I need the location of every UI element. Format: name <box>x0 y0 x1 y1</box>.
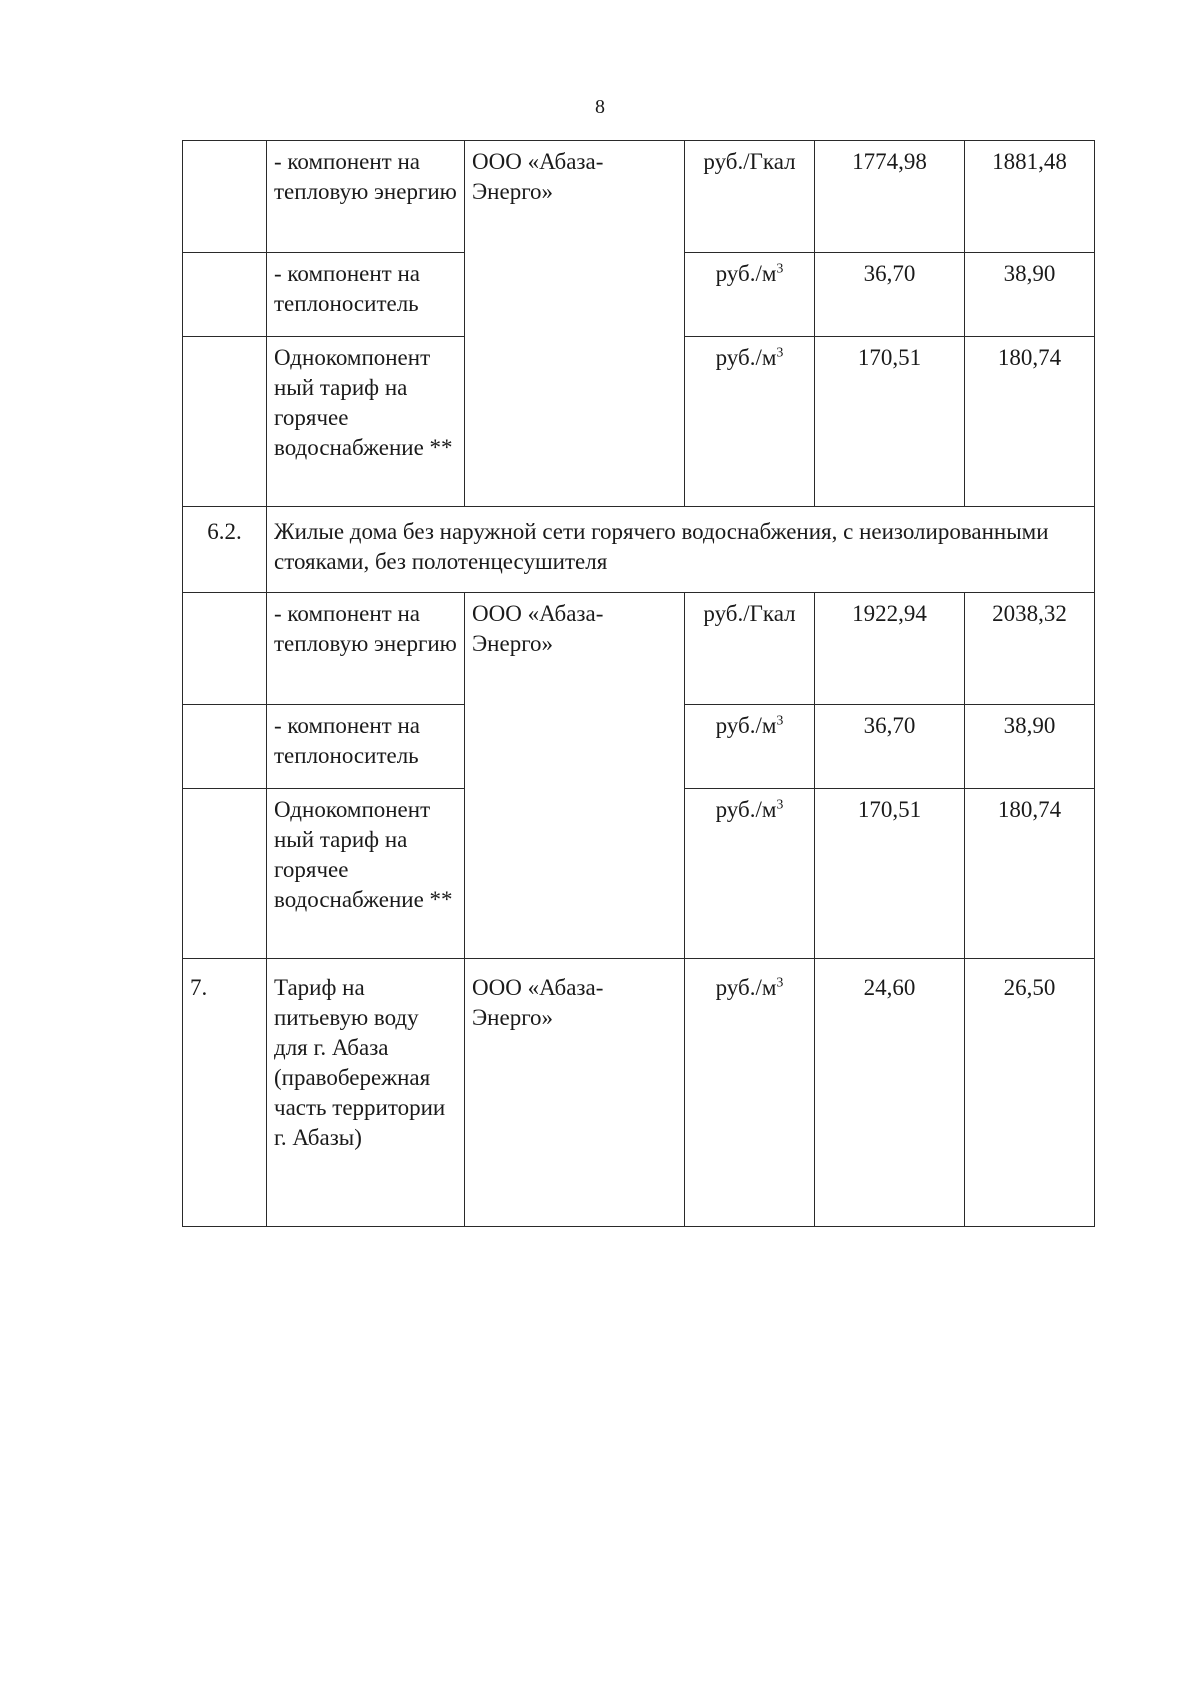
value-year-1-cell: 170,51 <box>815 337 965 507</box>
tariff-name-cell: - компонент на теплоноситель <box>267 253 465 337</box>
unit-cell: $руб./м^3$ <box>685 253 815 337</box>
row-number-cell <box>183 253 267 337</box>
row-number-cell <box>183 337 267 507</box>
unit-cell: руб./Гкал <box>685 593 815 705</box>
value-year-2-cell: 1881,48 <box>965 141 1095 253</box>
row-number-cell <box>183 141 267 253</box>
value-year-1-cell: 36,70 <box>815 705 965 789</box>
value-year-1-cell: 1774,98 <box>815 141 965 253</box>
unit-cell: $руб./м^3$ <box>685 789 815 959</box>
tariff-name-cell: Однокомпонент ный тариф на горячее водоснабжение ** <box>267 789 465 959</box>
value-year-2-cell: 38,90 <box>965 705 1095 789</box>
unit-cell: руб./Гкал <box>685 141 815 253</box>
table-row <box>183 141 1095 253</box>
value-year-2-cell: 26,50 <box>965 959 1095 1227</box>
row-number-cell <box>183 593 267 705</box>
tariff-table <box>182 140 1095 1227</box>
tariff-name-cell: - компонент на тепловую энергию <box>267 141 465 253</box>
tariff-name-cell: Однокомпонент ный тариф на горячее водоснабжение ** <box>267 337 465 507</box>
value-year-1-cell: 24,60 <box>815 959 965 1227</box>
value-year-2-cell: 180,74 <box>965 337 1095 507</box>
section-number-cell: 6.2. <box>183 507 267 593</box>
value-year-2-cell: 180,74 <box>965 789 1095 959</box>
tariff-name-cell: - компонент на тепловую энергию <box>267 593 465 705</box>
value-year-2-cell: 38,90 <box>965 253 1095 337</box>
organization-cell: ООО «Абаза-Энерго» <box>465 593 685 959</box>
organization-cell: ООО «Абаза-Энерго» <box>465 141 685 507</box>
organization-cell: ООО «Абаза-Энерго» <box>465 959 685 1227</box>
value-year-2-cell: 2038,32 <box>965 593 1095 705</box>
value-year-1-cell: 36,70 <box>815 253 965 337</box>
unit-cell: $руб./м^3$ <box>685 959 815 1227</box>
page-number: 8 <box>595 96 605 118</box>
value-year-1-cell: 170,51 <box>815 789 965 959</box>
row-number-cell <box>183 789 267 959</box>
unit-cell: $руб./м^3$ <box>685 705 815 789</box>
section-heading-cell: Жилые дома без наружной сети горячего водоснабжения, с неизолированными стояками, без полотенцесушителя <box>267 507 1095 593</box>
row-number-cell <box>183 705 267 789</box>
row-number-cell: 7. <box>183 959 267 1227</box>
tariff-name-cell: - компонент на теплоноситель <box>267 705 465 789</box>
tariff-name-cell: Тариф на питьевую воду для г. Абаза (правобережная часть территории г. Абазы) <box>267 959 465 1227</box>
unit-cell: $руб./м^3$ <box>685 337 815 507</box>
value-year-1-cell: 1922,94 <box>815 593 965 705</box>
table-row <box>183 959 1095 1227</box>
section-heading-row <box>183 507 1095 593</box>
table-row <box>183 593 1095 705</box>
